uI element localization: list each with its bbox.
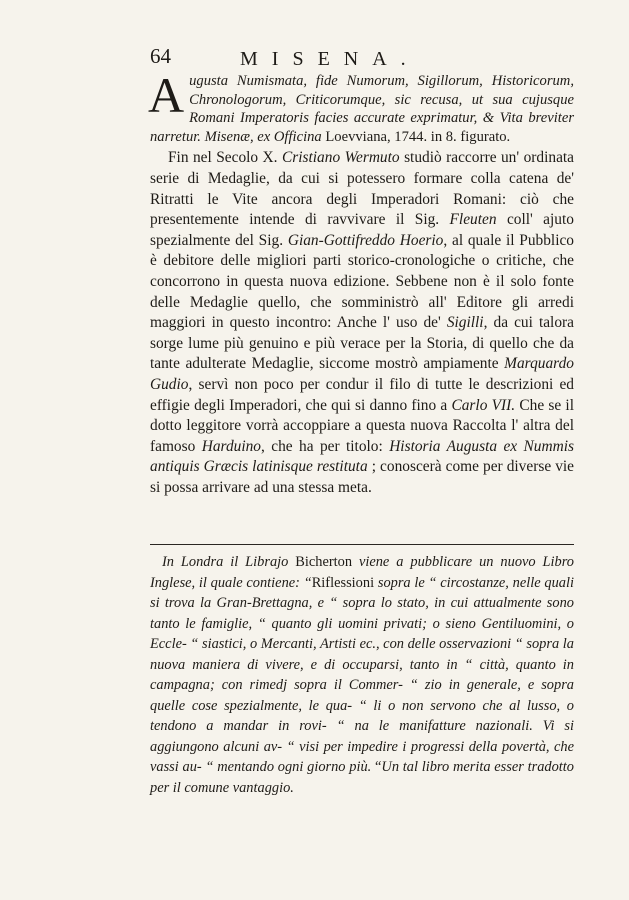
work-title: Historia Augusta ex Nummis antiquis Græcis latinisque restituta (150, 437, 574, 476)
text-run: “ (375, 759, 382, 775)
person-name: Carlo VII. (451, 396, 516, 414)
news-paragraph (150, 552, 574, 798)
text-run: coll' ajuto spezialmente del Sig. (150, 211, 574, 249)
text-run: Un tal libro merita esser tradotto per il comune vantaggio. (150, 759, 574, 796)
article-augusta-numismata (148, 67, 575, 498)
person-name: Fleuten (449, 211, 497, 229)
imprint: Loevviana, 1744. in 8. figurato. (325, 128, 511, 145)
text-run: viene a pubblicare un nuovo Libro Inglese, il quale contiene: “ (150, 554, 574, 591)
person-name: Gian-Gottifreddo Hoerio (287, 231, 444, 249)
text-run: In Londra il Librajo (162, 554, 289, 570)
text-run: , da cui talora sorge lume più genuino e più verace per la Storia, di quello che da tante adulterate Medaglie, siccome mostrò ampiamente (150, 314, 574, 373)
running-title: MISENA. (240, 48, 420, 70)
page-number: 64 (150, 44, 171, 68)
term: Sigilli (446, 314, 484, 332)
book-title (148, 67, 574, 146)
section-divider (150, 544, 574, 545)
person-name: Marquardo Gudio (150, 355, 574, 393)
text-run: Riflessioni (311, 574, 375, 591)
text-run: , al quale il Pubblico è debitore delle migliori parti storico-cronologiche o critiche, che concorrono in questa nuova edizione. Sebbene non è il solo fonte delle Medaglie quello, che somministrò all' Editore gli arredi maggiori in questo incontro: Anche l' uso de' (150, 231, 575, 332)
text-run: studiò raccorre un' ordinata serie di Medaglie, da cui si potessero formare colla catena de' Ritratti le Vite ancora degli Imperadori Romani: ciò che presentemente intende di ravvivare il Sig. (150, 149, 575, 229)
text-run: ; conoscerà come per diverse vie si possa arrivare ad una stessa meta. (150, 458, 574, 496)
quoted-contents: sopra le “ circostanze, nelle quali si trova la Gran-Brettagna, e “ sopra lo stato, in cui attualmente sono tanto le famiglie, “ quanto gli uomini privati; o sieno Gentiluomini, o Eccle- “ siastici, o Mercanti, Artisti ec., con delle osservazioni “ sopra la nuova maniera di vivere, e di occuparsi, tanto in “ città, quanto in campagna; con rimedj sopra il Commer- “ zio in generale, e sopra quelle cose spezialmente, le qua- “ li o non servono che al lusso, o tendono a mandar in rovi- “ na le manifatture nazionali. Vi si aggiungono alcuni av- “ visi per impedire i progressi della povertà, che vassi au- “ mentando ogni giorno più. (150, 574, 574, 775)
text-run: Che se il dotto leggitore vorrà accoppiare a questa nuova Raccolta l' altra del famoso (150, 396, 574, 455)
text-run: Fin nel Secolo X. (168, 149, 278, 167)
person-name: Bicherton (295, 554, 353, 570)
person-name: Harduino (201, 437, 262, 455)
text-run: , servì non poco per condur il filo di tutte le descrizioni ed effigie degli Imperadori, che qui si danno fino a (150, 375, 574, 414)
person-name: Cristiano Wermuto (281, 149, 400, 167)
review-paragraph (150, 148, 574, 498)
text-run: , che ha per titolo: (261, 437, 383, 455)
title-text: ugusta Numismata, fide Numorum, Sigillorum, Historicorum, Chronologorum, Criticorumque, sic recusa, ut sua cujusque Romani Imperatoris facies accurate exprimatur, & Vita breviter narretur. Misenæ, ex Officina (150, 73, 574, 145)
drop-cap: A (148, 67, 185, 123)
article-london-book (150, 552, 574, 798)
